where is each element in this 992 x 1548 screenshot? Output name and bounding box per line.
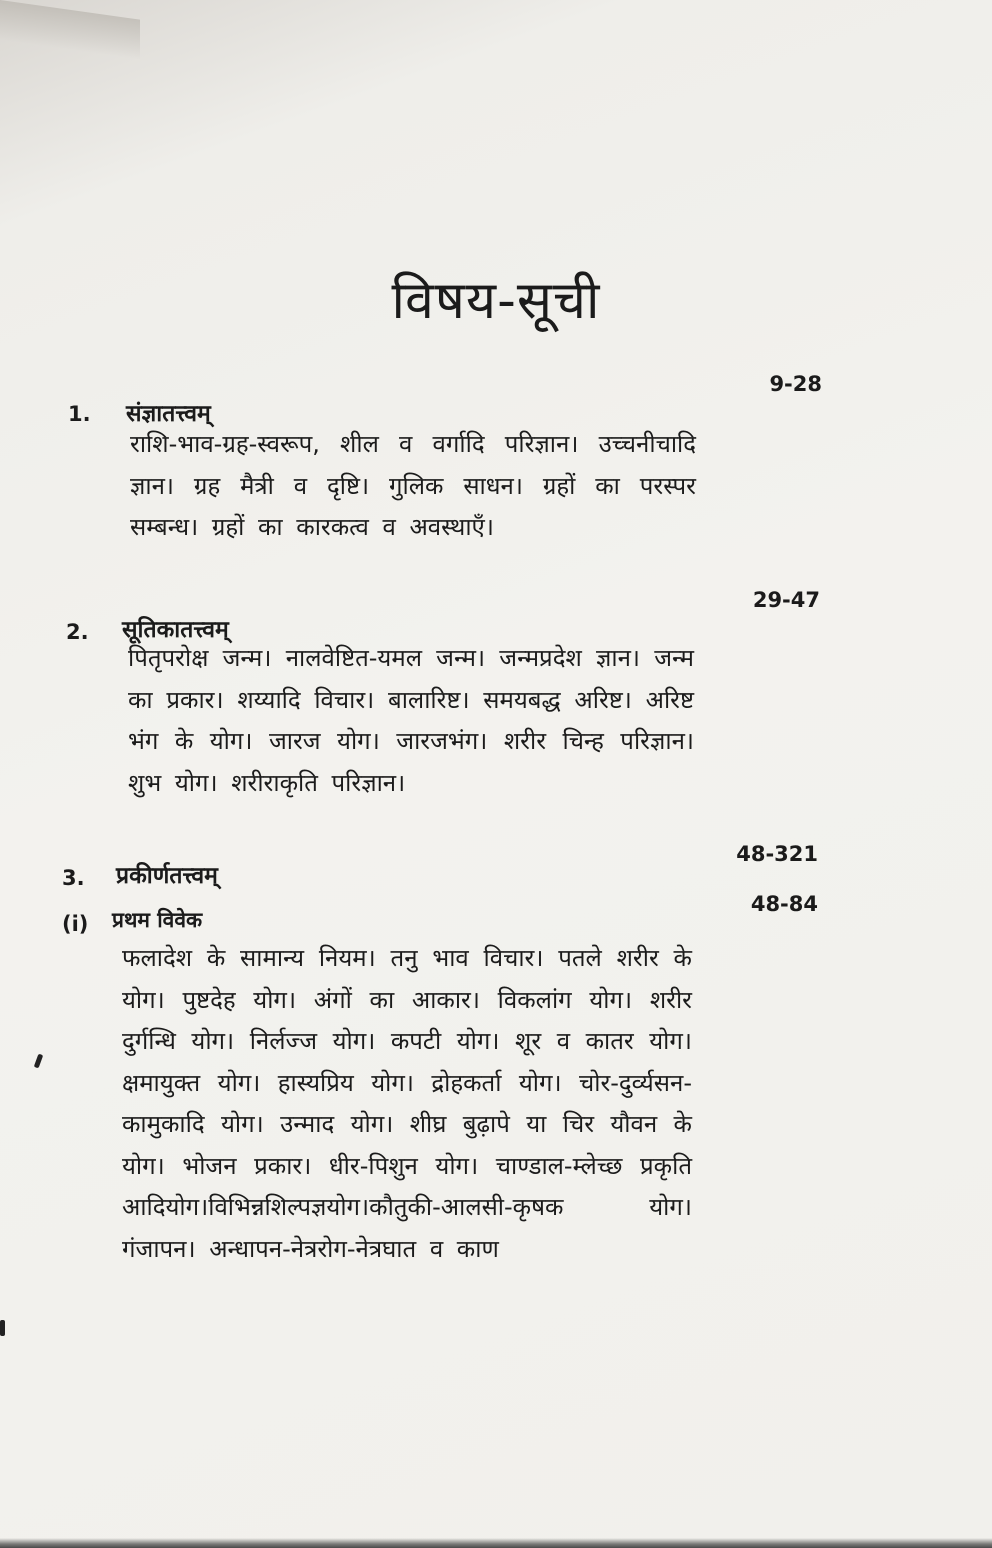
subsection-number: (i) — [62, 912, 89, 936]
page-title: विषय-सूची — [391, 270, 601, 331]
section-2-heading: सूतिकातत्त्वम् — [122, 617, 229, 643]
subsection-heading: प्रथम विवेक — [112, 908, 203, 932]
section-2-pages: 29-47 — [752, 588, 820, 612]
section-3-number: 3. — [62, 866, 85, 890]
section-2-text: पितृपरोक्ष जन्म। नालवेष्टित-यमल जन्म। जन्मप्रदेश ज्ञान। जन्म का प्रकार। शय्यादि विचार। बालारिष्ट। समयबद्ध अरिष्ट। अरिष्ट भंग के योग। जारज योग। जारजभंग। शरीर चिन्ह परिज्ञान। शुभ योग। शरीराकृति परिज्ञान। — [128, 644, 694, 797]
section-1-number: 1. — [68, 402, 91, 426]
section-3-heading: प्रकीर्णतत्त्वम् — [116, 863, 218, 889]
page-bottom-edge — [0, 1538, 992, 1548]
section-1-text: राशि-भाव-ग्रह-स्वरूप, शील व वर्गादि परिज्ञान। उच्चनीचादि ज्ञान। ग्रह मैत्री व दृष्टि। गुलिक साधन। ग्रहों का परस्पर सम्बन्ध। ग्रहों का कारकत्व व अवस्थाएँ। — [130, 430, 696, 541]
subsection-pages: 48-84 — [750, 892, 818, 916]
section-1-pages: 9-28 — [769, 372, 822, 396]
subsection-text: फलादेश के सामान्य नियम। तनु भाव विचार। पतले शरीर के योग। पुष्टदेह योग। अंगों का आकार। विकलांग योग। शरीर दुर्गन्धि योग। निर्लज्ज योग। कपटी योग। शूर व कातर योग। क्षमायुक्त योग। हास्यप्रिय योग। द्रोहकर्ता योग। चोर-दुर्व्यसन-कामुकादि योग। उन्माद योग। शीघ्र बुढ़ापे या चिर यौवन के योग। भोजन प्रकार। धीर-पिशुन योग। चाण्डाल-म्लेच्छ प्रकृति आदियोग।विभिन्नशिल्पज्ञयोग।कौतुकी-आलसी-कृषक योग। गंजापन। अन्धापन-नेत्ररोग-नेत्रघात व काण — [122, 944, 692, 1263]
section-1-heading: संज्ञातत्त्वम् — [126, 401, 211, 427]
section-3-pages: 48-321 — [736, 842, 818, 866]
binding-mark — [0, 1320, 5, 1336]
section-2-number: 2. — [66, 620, 89, 644]
